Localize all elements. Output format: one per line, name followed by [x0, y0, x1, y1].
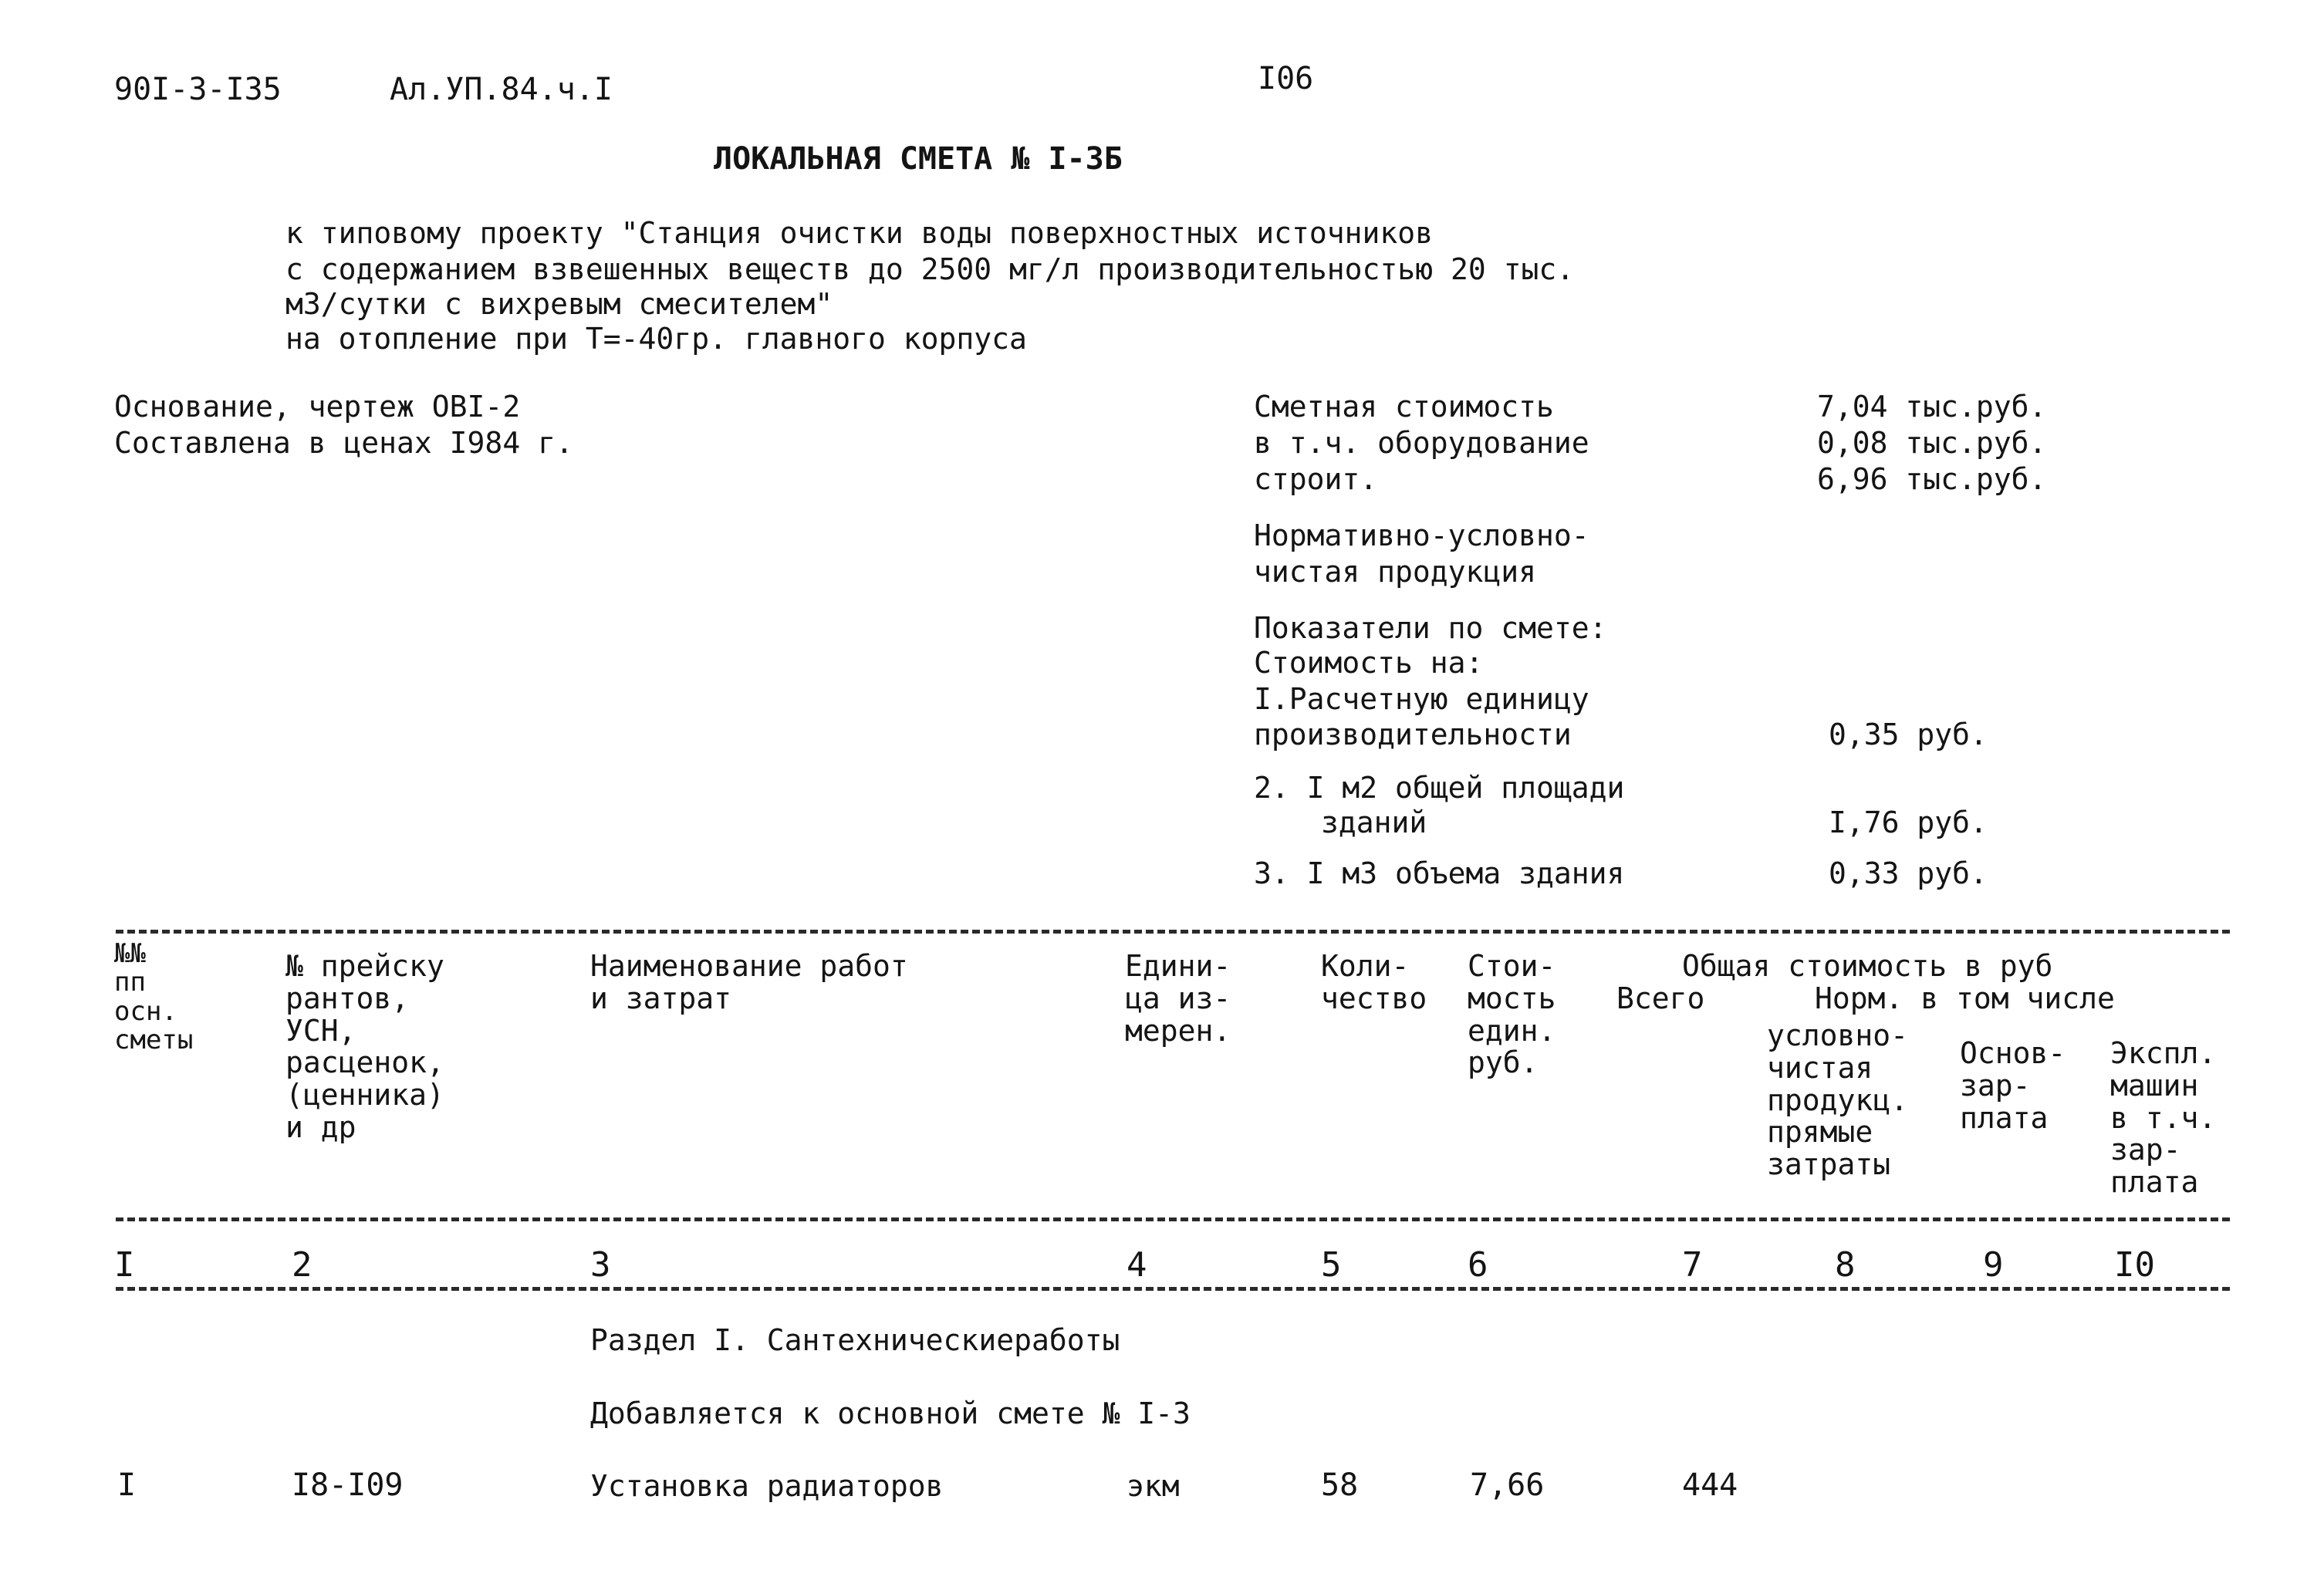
row-number: I	[117, 1467, 137, 1503]
indicator-1-label-2: производительности	[1254, 718, 1572, 751]
subtitle-line-4: на отопление при Т=-40гр. главного корпуса	[285, 322, 1027, 356]
col-header-work-name: Наименование работ и затрат	[590, 949, 908, 1015]
indicator-2-label-2: зданий	[1321, 805, 1427, 839]
indicators-cost-on: Стоимость на:	[1254, 646, 1484, 680]
col-header-total-group: Общая стоимость в руб	[1682, 949, 2053, 983]
col-header-net-product: условно- чистая продукц. прямые затраты	[1767, 1018, 1909, 1182]
col-header-price-list: № прейску рантов, УСН, расценок, (ценника) и др	[285, 949, 444, 1144]
indicators-heading: Показатели по смете:	[1254, 611, 1607, 645]
indicator-3-label: 3. I м3 объема здания	[1254, 856, 1625, 890]
col-header-unit: Едини- ца из- мерен.	[1125, 949, 1231, 1048]
column-number-9: 9	[1983, 1245, 2004, 1285]
section-title: Раздел I. Сантехническиеработы	[590, 1323, 1120, 1357]
col-header-total: Всего	[1616, 981, 1705, 1015]
row-work-name: Установка радиаторов	[590, 1469, 944, 1503]
basis-prices: Составлена в ценах I984 г.	[114, 426, 573, 460]
estimate-cost-value: 7,04 тыс.руб.	[1817, 390, 2047, 424]
subtitle-line-2: с содержанием взвешенных веществ до 2500 мг/л производительностью 20 тыс.	[285, 252, 1575, 286]
column-number-3: 3	[590, 1245, 611, 1285]
normative-product-label-1: Нормативно-условно-	[1254, 518, 1589, 552]
indicator-2-value: I,76 руб.	[1829, 805, 1988, 839]
column-number-7: 7	[1682, 1245, 1703, 1285]
equipment-cost-value: 0,08 тыс.руб.	[1817, 426, 2047, 460]
row-quantity: 58	[1321, 1467, 1359, 1503]
row-price-code: I8-I09	[292, 1467, 404, 1503]
document-code: 90I-3-I35	[114, 72, 282, 107]
document-title: ЛОКАЛЬНАЯ СМЕТА № I-3Б	[714, 141, 1123, 177]
col-header-base-salary: Основ- зар- плата	[1960, 1036, 2066, 1135]
column-number-8: 8	[1835, 1245, 1856, 1285]
subtitle-line-1: к типовому проекту "Станция очистки воды поверхностных источников	[285, 216, 1434, 250]
row-unit: экм	[1127, 1469, 1180, 1503]
column-number-6: 6	[1468, 1245, 1488, 1285]
row-total: 444	[1682, 1467, 1738, 1503]
col-header-unit-cost: Стои- мость един. руб.	[1468, 949, 1556, 1080]
column-number-5: 5	[1321, 1245, 1342, 1285]
subtitle-line-3: м3/сутки с вихревым смесителем"	[285, 287, 833, 321]
row-unit-cost: 7,66	[1470, 1467, 1545, 1503]
column-numbers-rule	[116, 1287, 2230, 1291]
col-header-row-number: №№ пп осн. сметы	[114, 938, 194, 1056]
estimate-cost-label: Сметная стоимость	[1254, 390, 1554, 424]
basis-drawing: Основание, чертеж ОВI-2	[114, 390, 521, 424]
table-top-rule	[116, 930, 2230, 934]
construction-cost-value: 6,96 тыс.руб.	[1817, 462, 2047, 496]
column-number-1: I	[114, 1245, 135, 1285]
album-reference: Ал.УП.84.ч.I	[390, 72, 613, 107]
column-number-4: 4	[1127, 1245, 1147, 1285]
col-header-quantity: Коли- чество	[1321, 949, 1427, 1015]
table-header-bottom-rule	[116, 1217, 2230, 1221]
indicator-2-label-1: 2. I м2 общей площади	[1254, 771, 1625, 805]
column-number-2: 2	[292, 1245, 312, 1285]
normative-product-label-2: чистая продукция	[1254, 555, 1537, 589]
indicator-1-value: 0,35 руб.	[1829, 718, 1988, 751]
indicator-3-value: 0,33 руб.	[1829, 856, 1988, 890]
construction-cost-label: строит.	[1254, 462, 1378, 496]
column-number-10: I0	[2114, 1245, 2155, 1285]
page-number: I06	[1258, 61, 1314, 96]
col-header-machine-operation: Экспл. машин в т.ч. зар- плата	[2110, 1036, 2217, 1200]
indicator-1-label-1: I.Расчетную единицу	[1254, 682, 1589, 716]
section-note: Добавляется к основной смете № I-3	[590, 1396, 1191, 1430]
col-header-including-group: Норм. в том числе	[1815, 981, 2115, 1015]
equipment-cost-label: в т.ч. оборудование	[1254, 426, 1589, 460]
